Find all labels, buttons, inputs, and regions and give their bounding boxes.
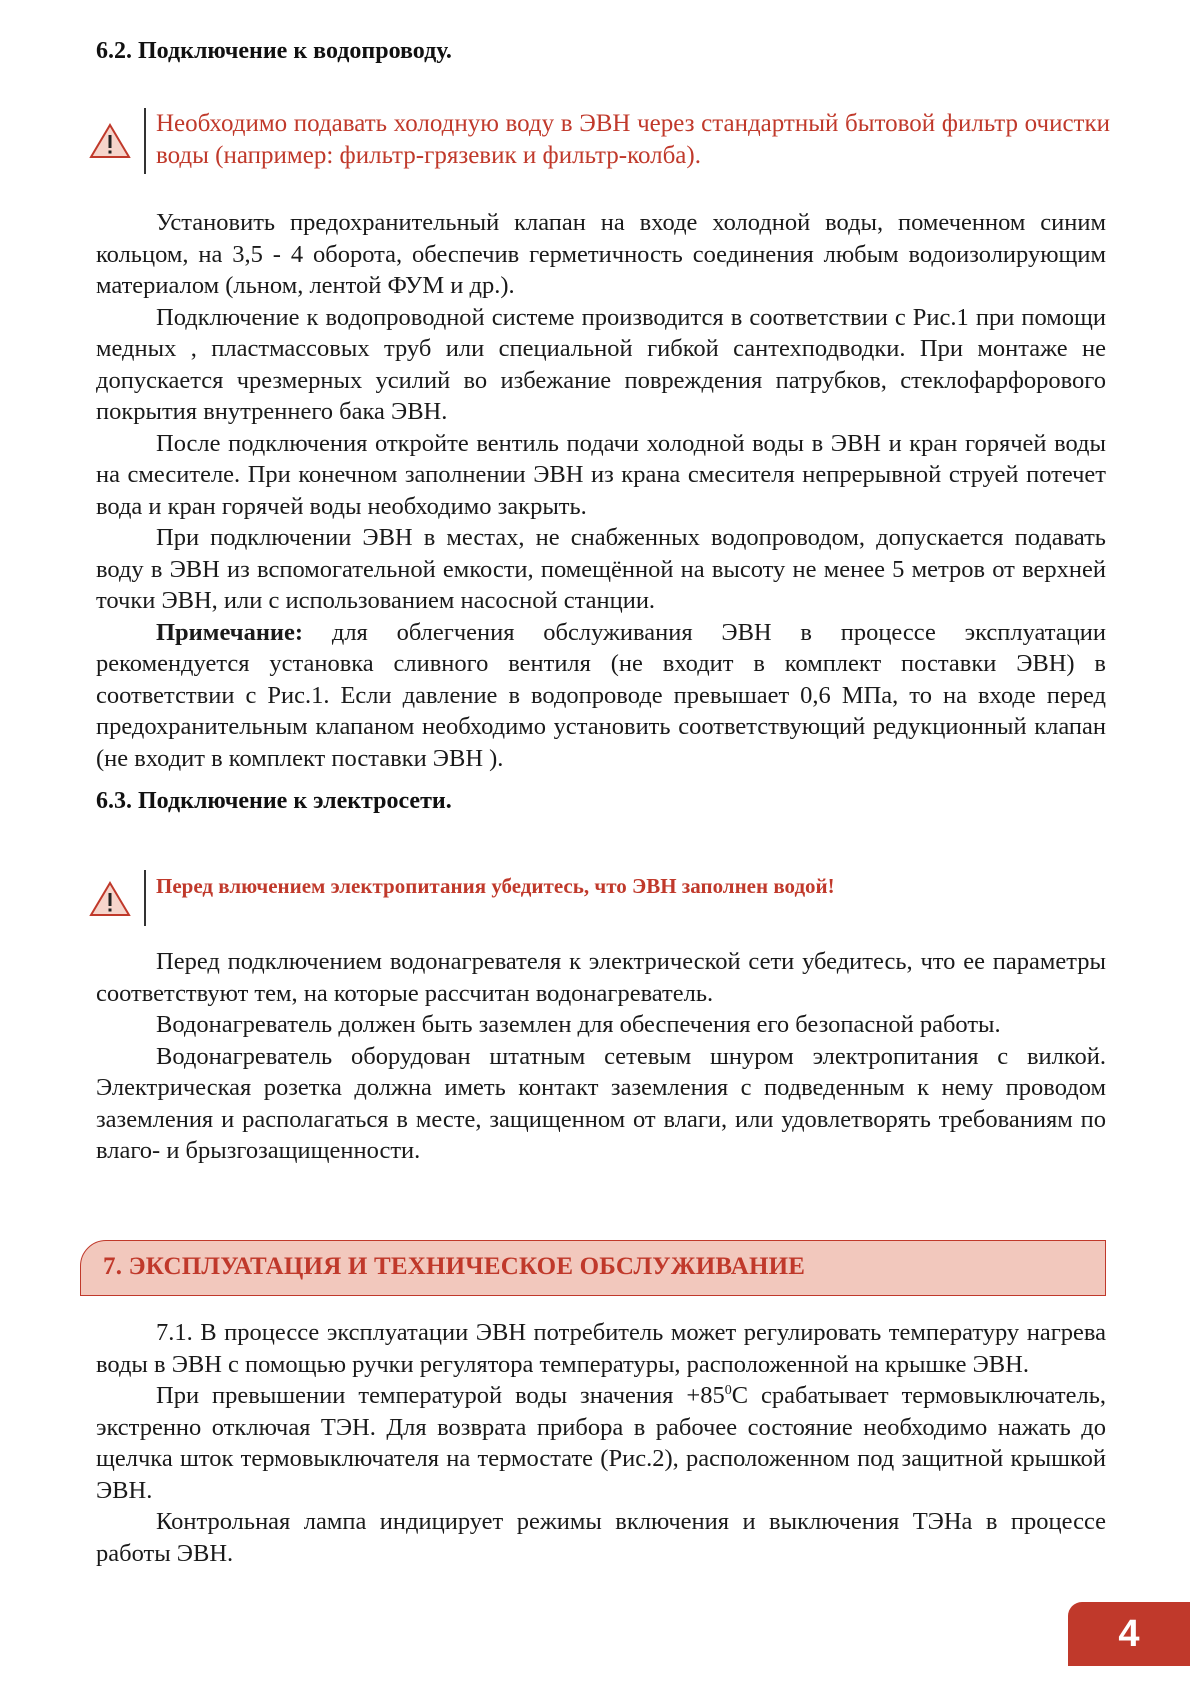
temperature-text-before: При превышении температурой воды значения +85 bbox=[156, 1382, 725, 1409]
warning-divider bbox=[144, 108, 146, 174]
paragraph: Водонагреватель оборудован штатным сетевым шнуром электропитания с вилкой. Электрическая розетка должна иметь контакт заземления с подведенным к нему проводом заземления и располагаться в месте, защищенном от влаги, или удовлетворять требованиям по влаго- и брызгозащищенности. bbox=[96, 1042, 1106, 1164]
note-text: для облегчения обслуживания ЭВН в процессе эксплуатации рекомендуется установка сливного вентиля (не входит в комплект поставки ЭВН) в соответствии с Рис.1. Если давление в водопроводе превышает 0,6 МПа, то на входе перед предохранительным клапаном необходимо установить соответствующий редукционный клапан (не входит в комплект поставки ЭВН ). bbox=[96, 618, 1106, 772]
paragraph: Контрольная лампа индицирует режимы включения и выключения ТЭНа в процессе работы ЭВН. bbox=[96, 1508, 1106, 1567]
warning-triangle-icon bbox=[88, 122, 132, 160]
paragraph: При подключении ЭВН в местах, не снабженных водопроводом, допускается подавать воду в ЭВН из вспомогательной емкости, помещённой на высоту не менее 5 метров от верхней точки ЭВН, или с использованием насосной станции. bbox=[96, 524, 1106, 614]
warning-text: Необходимо подавать холодную воду в ЭВН через стандартный бытовой фильтр очистки воды (например: фильтр-грязевик и фильтр-колба). bbox=[156, 110, 1110, 169]
warning-text: Перед влючением электропитания убедитесь, что ЭВН заполнен водой! bbox=[156, 874, 835, 898]
note-label: Примечание: bbox=[156, 618, 304, 646]
section-6-2-heading: 6.2. Подключение к водопроводу. bbox=[96, 38, 452, 64]
paragraph: Установить предохранительный клапан на входе холодной воды, помеченном синим кольцом, на 3,5 - 4 оборота, обеспечив герметичность соединения любым водоизолирующим материалом (льном, лентой ФУМ и др.). bbox=[96, 209, 1106, 299]
degree-superscript: 0 bbox=[724, 1382, 732, 1398]
section-7-body bbox=[96, 1317, 1106, 1569]
warning-triangle-icon bbox=[88, 880, 132, 918]
paragraph: Водонагреватель должен быть заземлен для обеспечения его безопасной работы. bbox=[156, 1011, 1001, 1038]
paragraph: После подключения откройте вентиль подачи холодной воды в ЭВН и кран горячей воды на смесителе. При конечном заполнении ЭВН из крана смесителя непрерывной струей потечет вода и кран горячей воды необходимо закрыть. bbox=[96, 429, 1106, 520]
warning-divider bbox=[144, 870, 146, 926]
power-warning bbox=[88, 870, 1118, 930]
section-6-3-body bbox=[96, 946, 1106, 1167]
section-7-banner bbox=[80, 1240, 1106, 1296]
page-number: 4 bbox=[1068, 1602, 1190, 1666]
temperature-text-after: С срабатывает термовыключатель, экстренно отключая ТЭН. Для возврата прибора в рабочее состояние необходимо нажать до щелчка шток термовыключателя на термостате (Рис.2), расположенном под защитной крышкой ЭВН. bbox=[96, 1382, 1106, 1504]
paragraph: 7.1. В процессе эксплуатации ЭВН потребитель может регулировать температуру нагрева воды в ЭВН с помощью ручки регулятора температуры, расположенной на крышке ЭВН. bbox=[96, 1319, 1106, 1378]
paragraph: Перед подключением водонагревателя к электрической сети убедитесь, что ее параметры соответствуют тем, на которые рассчитан водонагреватель. bbox=[96, 948, 1106, 1007]
section-7-title: 7. ЭКСПЛУАТАЦИЯ И ТЕХНИЧЕСКОЕ ОБСЛУЖИВАНИЕ bbox=[103, 1253, 806, 1280]
section-6-2-body bbox=[96, 207, 1106, 774]
temperature-paragraph bbox=[96, 1380, 1106, 1506]
water-filter-warning bbox=[88, 108, 1118, 178]
note-paragraph bbox=[96, 617, 1106, 775]
section-6-3-heading: 6.3. Подключение к электросети. bbox=[96, 788, 452, 814]
paragraph: Подключение к водопроводной системе производится в соответствии с Рис.1 при помощи медных , пластмассовых труб или специальной гибкой сантехподводки. При монтаже не допускается чрезмерных усилий во избежание повреждения патрубков, стеклофарфорового покрытия внутреннего бака ЭВН. bbox=[96, 303, 1106, 425]
